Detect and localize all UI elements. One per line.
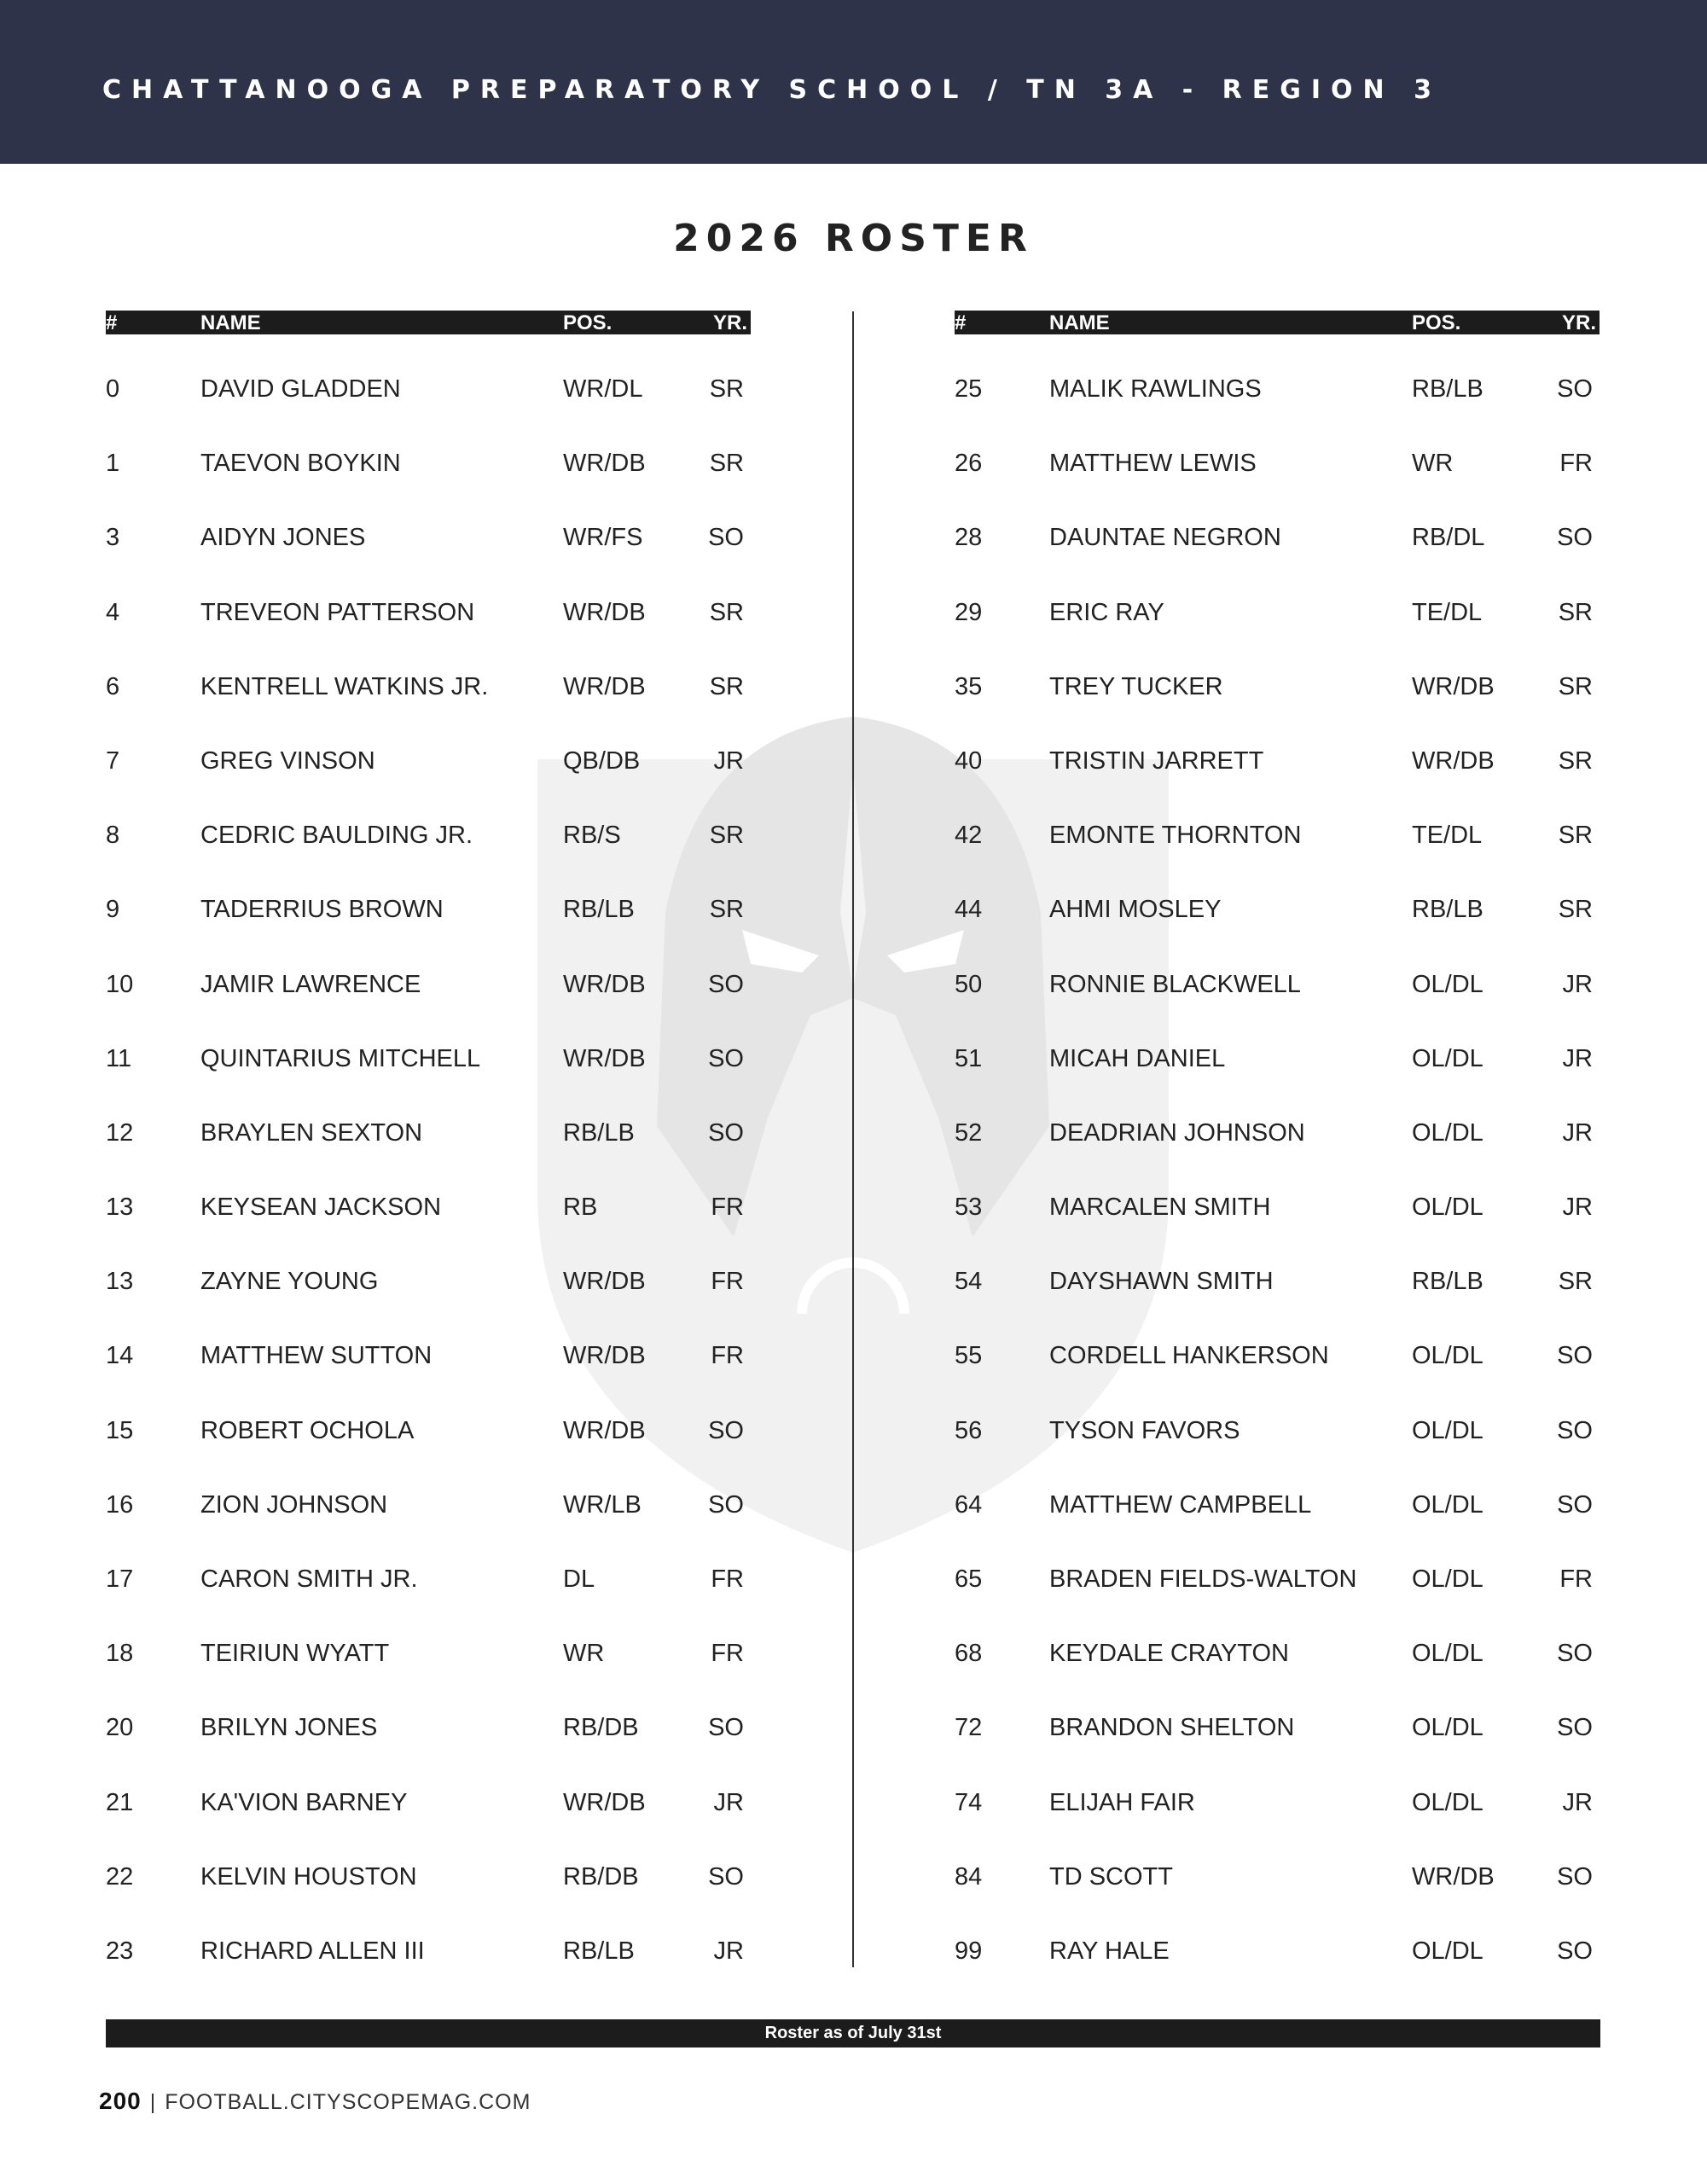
roster-date-note: Roster as of July 31st [106, 2019, 1600, 2048]
player-position: WR/DB [563, 672, 646, 700]
table-row [955, 1153, 1600, 1227]
player-number: 13 [106, 1268, 134, 1296]
player-number: 18 [106, 1640, 134, 1668]
player-number: 16 [106, 1490, 134, 1519]
player-year: SR [709, 822, 744, 850]
table-row [955, 1227, 1600, 1301]
player-name: BRAYLEN SEXTON [200, 1118, 423, 1147]
table-row [955, 706, 1600, 781]
table-row [955, 558, 1600, 632]
player-number: 56 [955, 1416, 983, 1444]
player-name: BRADEN FIELDS-WALTON [1049, 1565, 1357, 1593]
player-year: SO [1557, 1342, 1593, 1370]
player-year: SR [1558, 896, 1593, 924]
player-year: SO [708, 1416, 744, 1444]
player-position: RB/DB [563, 1714, 639, 1742]
table-row [955, 855, 1600, 929]
player-name: KEYSEAN JACKSON [200, 1194, 442, 1222]
player-name: DAUNTAE NEGRON [1049, 524, 1281, 552]
player-number: 20 [106, 1714, 134, 1742]
player-number: 64 [955, 1490, 983, 1519]
player-year: FR [711, 1640, 744, 1668]
header-position: POS. [1412, 311, 1461, 334]
footer-separator: | [149, 2090, 157, 2114]
table-row [955, 1599, 1600, 1673]
player-year: SO [708, 524, 744, 552]
player-name: DAVID GLADDEN [200, 375, 401, 403]
player-name: MICAH DANIEL [1049, 1044, 1226, 1072]
table-row [106, 781, 751, 855]
player-position: RB/LB [1412, 896, 1483, 924]
player-name: KA'VION BARNEY [200, 1788, 408, 1816]
player-number: 72 [955, 1714, 983, 1742]
player-position: OL/DL [1412, 1342, 1483, 1370]
player-name: ZAYNE YOUNG [200, 1268, 379, 1296]
player-number: 44 [955, 896, 983, 924]
table-header [106, 311, 751, 334]
player-number: 12 [106, 1118, 134, 1147]
table-row [955, 1822, 1600, 1896]
player-name: MATTHEW SUTTON [200, 1342, 433, 1370]
player-name: MALIK RAWLINGS [1049, 375, 1262, 403]
player-year: SO [1557, 1416, 1593, 1444]
player-number: 42 [955, 822, 983, 850]
player-number: 11 [106, 1044, 132, 1072]
player-number: 51 [955, 1044, 983, 1072]
player-position: OL/DL [1412, 1416, 1483, 1444]
player-name: ERIC RAY [1049, 598, 1164, 626]
player-number: 7 [106, 746, 120, 775]
table-row [955, 334, 1600, 409]
player-number: 13 [106, 1194, 134, 1222]
player-number: 4 [106, 598, 120, 626]
header-number: # [955, 311, 967, 334]
player-name: CEDRIC BAULDING JR. [200, 822, 473, 850]
header-year: YR. [712, 311, 747, 334]
table-row [955, 1525, 1600, 1599]
player-number: 0 [106, 375, 120, 403]
player-name: TD SCOTT [1049, 1862, 1173, 1891]
player-year: FR [711, 1565, 744, 1593]
player-number: 14 [106, 1342, 134, 1370]
player-number: 1 [106, 450, 120, 478]
player-year: SR [1558, 1268, 1593, 1296]
player-year: SR [1558, 746, 1593, 775]
website-link[interactable]: FOOTBALL.CITYSCOPEMAG.COM [165, 2090, 531, 2114]
player-year: FR [1559, 450, 1593, 478]
player-year: SR [709, 598, 744, 626]
table-row [106, 1376, 751, 1450]
table-row [106, 1673, 751, 1747]
player-number: 28 [955, 524, 983, 552]
player-name: AIDYN JONES [200, 524, 366, 552]
player-name: QUINTARIUS MITCHELL [200, 1044, 481, 1072]
player-number: 53 [955, 1194, 983, 1222]
player-position: OL/DL [1412, 1937, 1483, 1965]
player-year: SR [709, 450, 744, 478]
player-number: 21 [106, 1788, 134, 1816]
player-position: WR/DB [563, 1268, 646, 1296]
player-name: BRILYN JONES [200, 1714, 378, 1742]
table-row [955, 930, 1600, 1004]
player-year: JR [1562, 1788, 1593, 1816]
player-number: 15 [106, 1416, 134, 1444]
player-position: OL/DL [1412, 1714, 1483, 1742]
table-row [955, 1896, 1600, 1971]
player-name: TREVEON PATTERSON [200, 598, 475, 626]
player-position: WR/DB [563, 1416, 646, 1444]
player-year: FR [1559, 1565, 1593, 1593]
table-row [955, 409, 1600, 483]
player-year: SR [709, 672, 744, 700]
player-position: WR [563, 1640, 605, 1668]
player-name: RICHARD ALLEN III [200, 1937, 425, 1965]
player-year: JR [1562, 1118, 1593, 1147]
player-year: SO [1557, 1490, 1593, 1519]
page-number: 200 [99, 2088, 142, 2114]
player-year: SO [1557, 524, 1593, 552]
player-name: ELIJAH FAIR [1049, 1788, 1195, 1816]
table-row [106, 1450, 751, 1525]
player-year: SO [1557, 375, 1593, 403]
player-number: 35 [955, 672, 983, 700]
player-position: WR/DB [563, 1788, 646, 1816]
player-year: FR [711, 1194, 744, 1222]
column-divider [852, 311, 854, 1967]
player-year: SO [708, 1118, 744, 1147]
player-position: WR/DL [563, 375, 643, 403]
player-year: SO [708, 970, 744, 998]
player-year: SR [709, 896, 744, 924]
player-name: TRISTIN JARRETT [1049, 746, 1264, 775]
player-position: TE/DL [1412, 598, 1483, 626]
player-number: 8 [106, 822, 120, 850]
player-number: 10 [106, 970, 134, 998]
table-row [955, 632, 1600, 706]
player-name: JAMIR LAWRENCE [200, 970, 421, 998]
player-number: 55 [955, 1342, 983, 1370]
player-position: RB/LB [563, 1937, 635, 1965]
player-name: RAY HALE [1049, 1937, 1170, 1965]
player-year: SR [709, 375, 744, 403]
player-number: 84 [955, 1862, 983, 1891]
player-year: SO [708, 1490, 744, 1519]
player-name: ZION JOHNSON [200, 1490, 388, 1519]
player-number: 50 [955, 970, 983, 998]
player-position: WR/DB [563, 970, 646, 998]
player-year: SO [1557, 1937, 1593, 1965]
player-year: SO [708, 1862, 744, 1891]
player-position: RB/DB [563, 1862, 639, 1891]
table-row [106, 1078, 751, 1153]
player-position: WR/DB [563, 1342, 646, 1370]
player-name: DEADRIAN JOHNSON [1049, 1118, 1305, 1147]
player-number: 54 [955, 1268, 983, 1296]
player-name: MARCALEN SMITH [1049, 1194, 1271, 1222]
player-position: OL/DL [1412, 1194, 1483, 1222]
player-number: 52 [955, 1118, 983, 1147]
player-position: RB/LB [1412, 1268, 1483, 1296]
table-row [106, 1822, 751, 1896]
page-title: 2026 ROSTER [673, 217, 1034, 260]
table-row [106, 334, 751, 409]
player-position: OL/DL [1412, 1044, 1483, 1072]
player-year: SO [708, 1044, 744, 1072]
player-year: JR [1562, 1194, 1593, 1222]
player-number: 26 [955, 450, 983, 478]
player-position: TE/DL [1412, 822, 1483, 850]
player-position: RB/LB [563, 896, 635, 924]
table-row [955, 781, 1600, 855]
player-year: SO [1557, 1862, 1593, 1891]
player-year: SR [1558, 672, 1593, 700]
player-year: JR [713, 1937, 744, 1965]
header-year: YR. [1561, 311, 1596, 334]
player-number: 6 [106, 672, 120, 700]
player-number: 29 [955, 598, 983, 626]
player-position: WR [1412, 450, 1454, 478]
player-year: SR [1558, 598, 1593, 626]
player-position: WR/DB [563, 1044, 646, 1072]
player-year: JR [1562, 1044, 1593, 1072]
table-header [955, 311, 1600, 334]
player-name: GREG VINSON [200, 746, 375, 775]
table-row [106, 1525, 751, 1599]
player-name: TADERRIUS BROWN [200, 896, 444, 924]
player-position: OL/DL [1412, 1490, 1483, 1519]
player-position: WR/FS [563, 524, 643, 552]
player-name: KENTRELL WATKINS JR. [200, 672, 489, 700]
player-year: SO [1557, 1714, 1593, 1742]
player-year: JR [1562, 970, 1593, 998]
table-row [106, 706, 751, 781]
player-number: 3 [106, 524, 120, 552]
player-year: JR [713, 1788, 744, 1816]
player-name: KELVIN HOUSTON [200, 1862, 417, 1891]
player-number: 23 [106, 1937, 134, 1965]
table-row [106, 1301, 751, 1375]
table-row [955, 1078, 1600, 1153]
player-name: CARON SMITH JR. [200, 1565, 418, 1593]
player-position: DL [563, 1565, 595, 1593]
player-number: 22 [106, 1862, 134, 1891]
table-row [955, 1376, 1600, 1450]
player-name: TAEVON BOYKIN [200, 450, 401, 478]
table-row [955, 1450, 1600, 1525]
player-position: WR/DB [563, 450, 646, 478]
player-name: TREY TUCKER [1049, 672, 1223, 700]
player-number: 74 [955, 1788, 983, 1816]
player-position: OL/DL [1412, 1788, 1483, 1816]
header-school-region: CHATTANOOGA PREPARATORY SCHOOL / TN 3A - REGION 3 [102, 75, 1442, 105]
player-number: 65 [955, 1565, 983, 1593]
player-position: WR/DB [1412, 1862, 1495, 1891]
player-number: 68 [955, 1640, 983, 1668]
player-position: RB/S [563, 822, 621, 850]
roster-table-right [955, 311, 1600, 1971]
player-position: RB [563, 1194, 598, 1222]
header-name: NAME [1049, 311, 1110, 334]
player-name: TYSON FAVORS [1049, 1416, 1240, 1444]
player-position: RB/DL [1412, 524, 1485, 552]
header-name: NAME [200, 311, 261, 334]
player-year: SO [708, 1714, 744, 1742]
table-row [106, 1599, 751, 1673]
player-number: 40 [955, 746, 983, 775]
player-year: FR [711, 1268, 744, 1296]
table-row [106, 483, 751, 557]
table-row [106, 409, 751, 483]
table-row [106, 1748, 751, 1822]
table-row [106, 1153, 751, 1227]
page-header [0, 0, 1707, 164]
player-number: 25 [955, 375, 983, 403]
player-position: OL/DL [1412, 1640, 1483, 1668]
player-position: RB/LB [1412, 375, 1483, 403]
table-row [106, 558, 751, 632]
player-position: OL/DL [1412, 970, 1483, 998]
player-position: OL/DL [1412, 1565, 1483, 1593]
player-name: RONNIE BLACKWELL [1049, 970, 1301, 998]
player-position: OL/DL [1412, 1118, 1483, 1147]
player-number: 99 [955, 1937, 983, 1965]
header-position: POS. [563, 311, 613, 334]
player-name: BRANDON SHELTON [1049, 1714, 1295, 1742]
player-name: TEIRIUN WYATT [200, 1640, 390, 1668]
header-number: # [106, 311, 118, 334]
table-row [955, 1748, 1600, 1822]
table-row [955, 1004, 1600, 1078]
table-row [106, 632, 751, 706]
player-position: RB/LB [563, 1118, 635, 1147]
player-position: WR/DB [1412, 672, 1495, 700]
roster-table-left [106, 311, 751, 1971]
player-position: WR/DB [1412, 746, 1495, 775]
player-name: KEYDALE CRAYTON [1049, 1640, 1289, 1668]
player-name: DAYSHAWN SMITH [1049, 1268, 1274, 1296]
player-position: WR/DB [563, 598, 646, 626]
player-number: 17 [106, 1565, 134, 1593]
player-position: WR/LB [563, 1490, 642, 1519]
table-row [955, 1673, 1600, 1747]
table-row [955, 1301, 1600, 1375]
table-row [106, 1004, 751, 1078]
table-row [955, 483, 1600, 557]
table-row [106, 930, 751, 1004]
page-footer [99, 2088, 531, 2115]
player-position: QB/DB [563, 746, 641, 775]
player-year: SR [1558, 822, 1593, 850]
player-name: AHMI MOSLEY [1049, 896, 1222, 924]
player-name: MATTHEW CAMPBELL [1049, 1490, 1312, 1519]
player-number: 9 [106, 896, 120, 924]
player-year: FR [711, 1342, 744, 1370]
table-row [106, 855, 751, 929]
player-name: CORDELL HANKERSON [1049, 1342, 1329, 1370]
player-name: ROBERT OCHOLA [200, 1416, 415, 1444]
player-name: EMONTE THORNTON [1049, 822, 1302, 850]
player-name: MATTHEW LEWIS [1049, 450, 1257, 478]
player-year: SO [1557, 1640, 1593, 1668]
table-row [106, 1896, 751, 1971]
player-year: JR [713, 746, 744, 775]
table-row [106, 1227, 751, 1301]
